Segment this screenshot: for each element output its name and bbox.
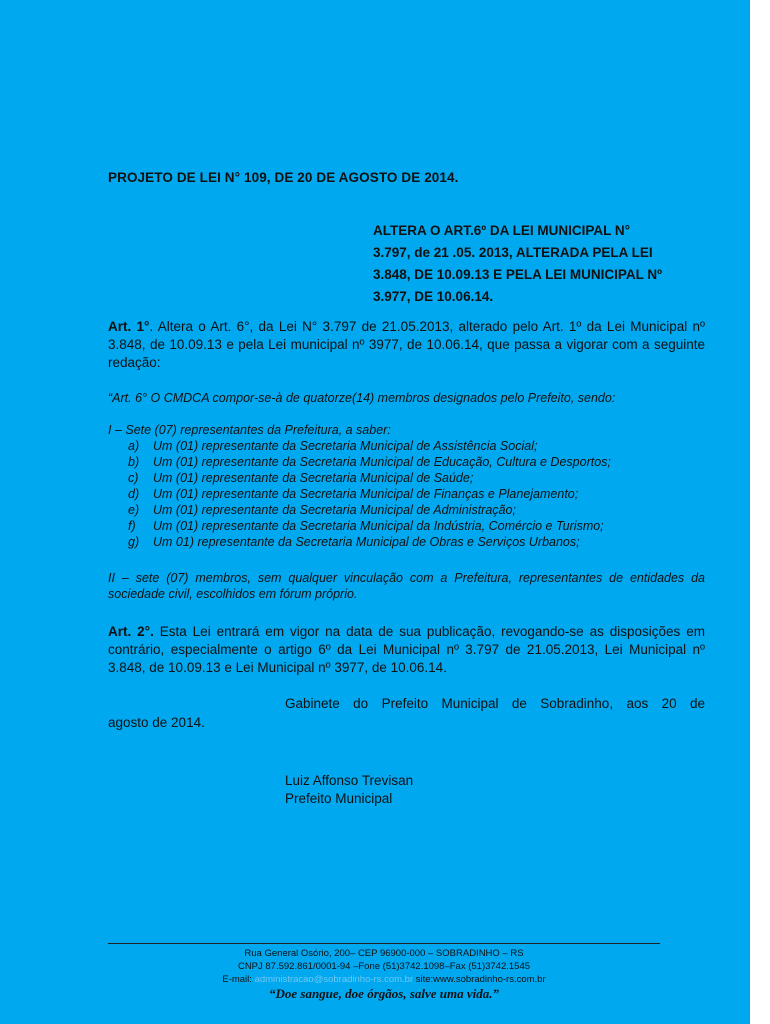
alinea-text: Um (01) representante da Secretaria Municipal de Educação, Cultura e Desportos; [153,455,611,469]
footer-address: Rua General Osório, 200– CEP 96900-000 – SOBRADINHO – RS [244,948,524,959]
alinea-letter: a) [128,439,140,453]
list-item [128,502,705,518]
alinea-letter: d) [128,487,140,501]
email-label: E-mail: [222,974,252,985]
alinea-letter: b) [128,455,140,469]
list-item [128,438,705,454]
signature-block [285,772,413,808]
article-2-text: Esta Lei entrará em vigor na data de sua publicação, revogando-se as disposições em contrário, especialmente o artigo 6º da Lei Municipal nº 3.797 de 21.05.2013, Lei Municipal nº 3.848, de 10.09.13 e Lei Municipal nº 3977, de 10.06.14. [108,624,705,675]
inciso-ii: II – sete (07) membros, sem qualquer vinculação com a Prefeitura, representantes de entidades da sociedade civil, escolhidos em fórum próprio. [108,571,705,601]
list-item [128,518,705,534]
signer-name: Luiz Affonso Trevisan [285,773,414,788]
article-6-caput: “Art. 6° O CMDCA compor-se-à de quatorze(14) membros designados pelo Prefeito, sendo: [108,391,616,405]
list-item [128,454,705,470]
footer-contact [108,973,660,986]
alinea-letter: c) [128,471,139,485]
summary-line: 3.797, de 21 .05. 2013, ALTERADA PELA LEI [373,245,653,260]
footer-cnpj-phone: CNPJ 87.592.861/0001-94 –Fone (51)3742.1098–Fax (51)3742.1545 [237,961,531,972]
closing-line-1: Gabinete do Prefeito Municipal de Sobradinho, aos 20 de [285,696,705,711]
alinea-text: Um (01) representante da Secretaria Municipal da Indústria, Comércio e Turismo; [153,519,604,533]
article-2-label: Art. 2°. [108,624,154,639]
summary-line: ALTERA O ART.6º DA LEI MUNICIPAL N° [373,223,631,238]
alinea-text: Um (01) representante da Secretaria Municipal de Saúde; [153,471,474,485]
article-1-label: Art. 1° [108,319,150,334]
email-link[interactable]: administracao@sobradinho-rs.com.br [254,974,414,985]
bill-title: PROJETO DE LEI N° 109, DE 20 DE AGOSTO DE 2014. [108,170,459,185]
summary-line: 3.848, DE 10.09.13 E PELA LEI MUNICIPAL Nº [373,267,663,282]
list-item [128,486,705,502]
page-margin [750,0,770,1024]
bill-summary [373,220,705,308]
inciso-i: I – Sete (07) representantes da Prefeitura, a saber: [108,423,391,437]
alinea-text: Um 01) representante da Secretaria Municipal de Obras e Serviços Urbanos; [153,535,580,549]
alinea-letter: e) [128,503,140,517]
list-item [128,470,705,486]
footer-motto: “Doe sangue, doe órgãos, salve uma vida.” [268,986,500,1001]
list-item [128,534,705,550]
alinea-text: Um (01) representante da Secretaria Municipal de Assistência Social; [153,439,538,453]
alinea-text: Um (01) representante da Secretaria Municipal de Finanças e Planejamento; [153,487,579,501]
alinea-letter: f) [128,519,136,533]
footer [108,947,660,986]
alineas-list [128,438,705,550]
signer-role: Prefeito Municipal [285,791,393,806]
closing-statement [108,694,705,732]
article-1 [108,318,705,372]
article-2 [108,623,705,677]
article-1-text: . Altera o Art. 6°, da Lei N° 3.797 de 21.05.2013, alterado pelo Art. 1º da Lei Municipal nº 3.848, de 10.09.13 e pela Lei municipal nº 3977, de 10.06.14, que passa a vigorar com a seguinte redação: [108,319,705,370]
alinea-letter: g) [128,535,140,549]
footer-divider [108,943,660,944]
alinea-text: Um (01) representante da Secretaria Municipal de Administração; [153,503,516,517]
closing-line-2: agosto de 2014. [108,715,205,730]
summary-line: 3.977, DE 10.06.14. [373,289,494,304]
site-link[interactable]: site:www.sobradinho-rs.com.br [413,974,546,985]
